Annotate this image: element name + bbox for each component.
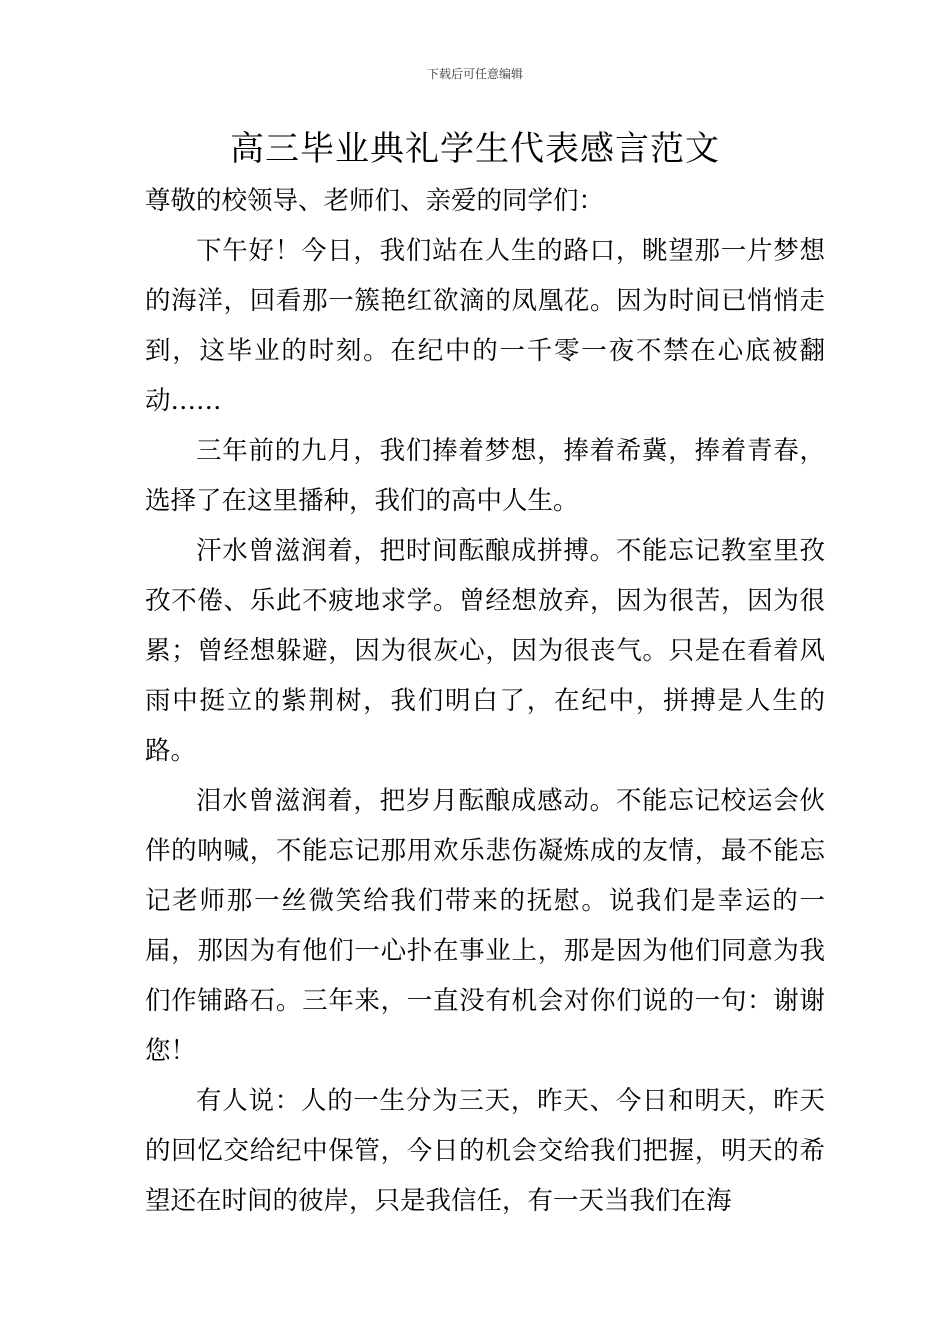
paragraph: 泪水曾滋润着，把岁月酝酿成感动。不能忘记校运会伙伴的呐喊，不能忘记那用欢乐悲伤凝炼成的友情，最不能忘记老师那一丝微笑给我们带来的抚慰。说我们是幸运的一届，那因为有他们一心扑在事业上，那是因为他们同意为我们作铺路石。三年来，一直没有机会对你们说的一句：谢谢您！ xyxy=(145,786,825,1066)
salutation: 尊敬的校领导、老师们、亲爱的同学们： xyxy=(145,186,605,216)
document-body xyxy=(145,176,825,1226)
paragraph: 有人说：人的一生分为三天，昨天、今日和明天，昨天的回忆交给纪中保管，今日的机会交给我们把握，明天的希望还在时间的彼岸，只是我信任，有一天当我们在海 xyxy=(145,1086,825,1216)
paragraph: 汗水曾滋润着，把时间酝酿成拼搏。不能忘记教室里孜孜不倦、乐此不疲地求学。曾经想放弃，因为很苦，因为很累；曾经想躲避，因为很灰心，因为很丧气。只是在看着风雨中挺立的紫荆树，我们明白了，在纪中，拼搏是人生的路。 xyxy=(145,536,825,766)
header-note: 下载后可任意编辑 xyxy=(426,67,523,81)
document-title: 高三毕业典礼学生代表感言范文 xyxy=(230,129,720,169)
paragraph: 下午好！今日，我们站在人生的路口，眺望那一片梦想的海洋，回看那一簇艳红欲滴的凤凰花。因为时间已悄悄走到，这毕业的时刻。在纪中的一千零一夜不禁在心底被翻动…… xyxy=(145,236,825,416)
paragraph: 三年前的九月，我们捧着梦想，捧着希冀，捧着青春，选择了在这里播种，我们的高中人生。 xyxy=(145,436,825,516)
